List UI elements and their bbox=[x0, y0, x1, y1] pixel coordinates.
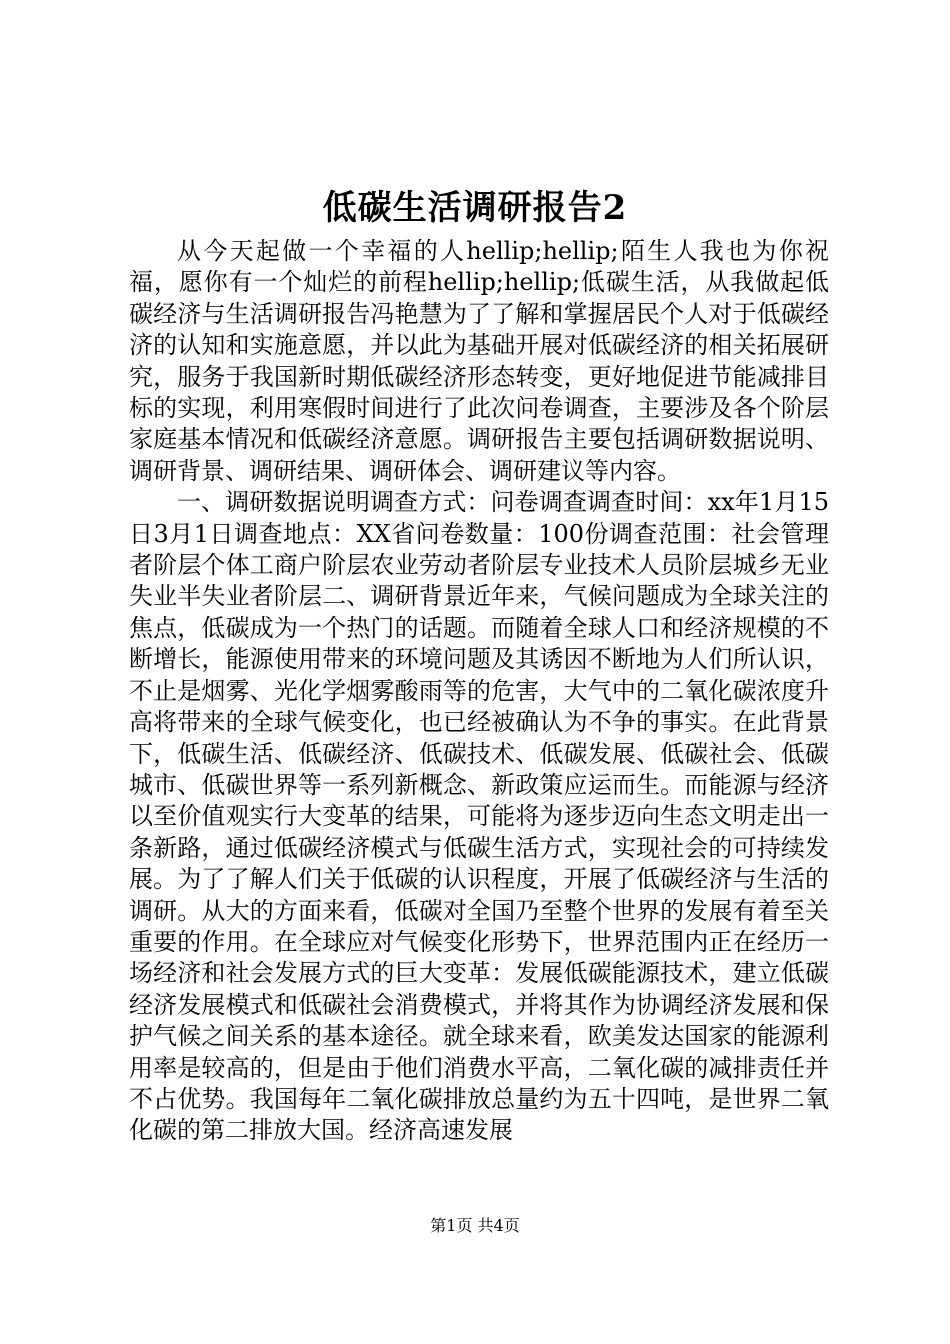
document-title: 低碳生活调研报告2 bbox=[322, 188, 628, 228]
body-paragraph-1: 从今天起做一个幸福的人hellip;hellip;陌生人我也为你祝福，愿你有一个灿烂的前程hellip;hellip;低碳生活，从我做起低碳经济与生活调研报告冯艳慧为了了解和掌握居民个人对于低碳经济的认知和实施意愿，并以此为基础开展对低碳经济的相关拓展研究，服务于我国新时期低碳经济形态转变，更好地促进节能减排目标的实现，利用寒假时间进行了此次问卷调查，主要涉及各个阶层家庭基本情况和低碳经济意愿。调研报告主要包括调研数据说明、调研背景、调研结果、调研体会、调研建议等内容。 bbox=[129, 237, 829, 485]
page-footer: 第1页 共4页 bbox=[430, 1216, 520, 1235]
body-paragraph-2: 一、调研数据说明调查方式：问卷调查调查时间：xx年1月15日3月1日调查地点：XX省问卷数量：100份调查范围：社会管理者阶层个体工商户阶层农业劳动者阶层专业技术人员阶层城乡无业失业半失业者阶层二、调研背景近年来，气候问题成为全球关注的焦点，低碳成为一个热门的话题。而随着全球人口和经济规模的不断增长，能源使用带来的环境问题及其诱因不断地为人们所认识，不止是烟雾、光化学烟雾酸雨等的危害，大气中的二氧化碳浓度升高将带来的全球气候变化，也已经被确认为不争的事实。在此背景下，低碳生活、低碳经济、低碳技术、低碳发展、低碳社会、低碳城市、低碳世界等一系列新概念、新政策应运而生。而能源与经济以至价值观实行大变革的结果，可能将为逐步迈向生态文明走出一条新路，通过低碳经济模式与低碳生活方式，实现社会的可持续发展。为了了解人们关于低碳的认识程度，开展了低碳经济与生活的调研。从大的方面来看，低碳对全国乃至整个世界的发展有着至关重要的作用。在全球应对气候变化形势下，世界范围内正在经历一场经济和社会发展方式的巨大变革：发展低碳能源技术，建立低碳经济发展模式和低碳社会消费模式，并将其作为协调经济发展和保护气候之间关系的基本途径。就全球来看，欧美发达国家的能源利用率是较高的，但是由于他们消费水平高，二氧化碳的减排责任并不占优势。我国每年二氧化碳排放总量约为五十四吨，是世界二氧化碳的第二排放大国。经济高速发展 bbox=[129, 488, 829, 1145]
document-body bbox=[129, 236, 829, 1147]
